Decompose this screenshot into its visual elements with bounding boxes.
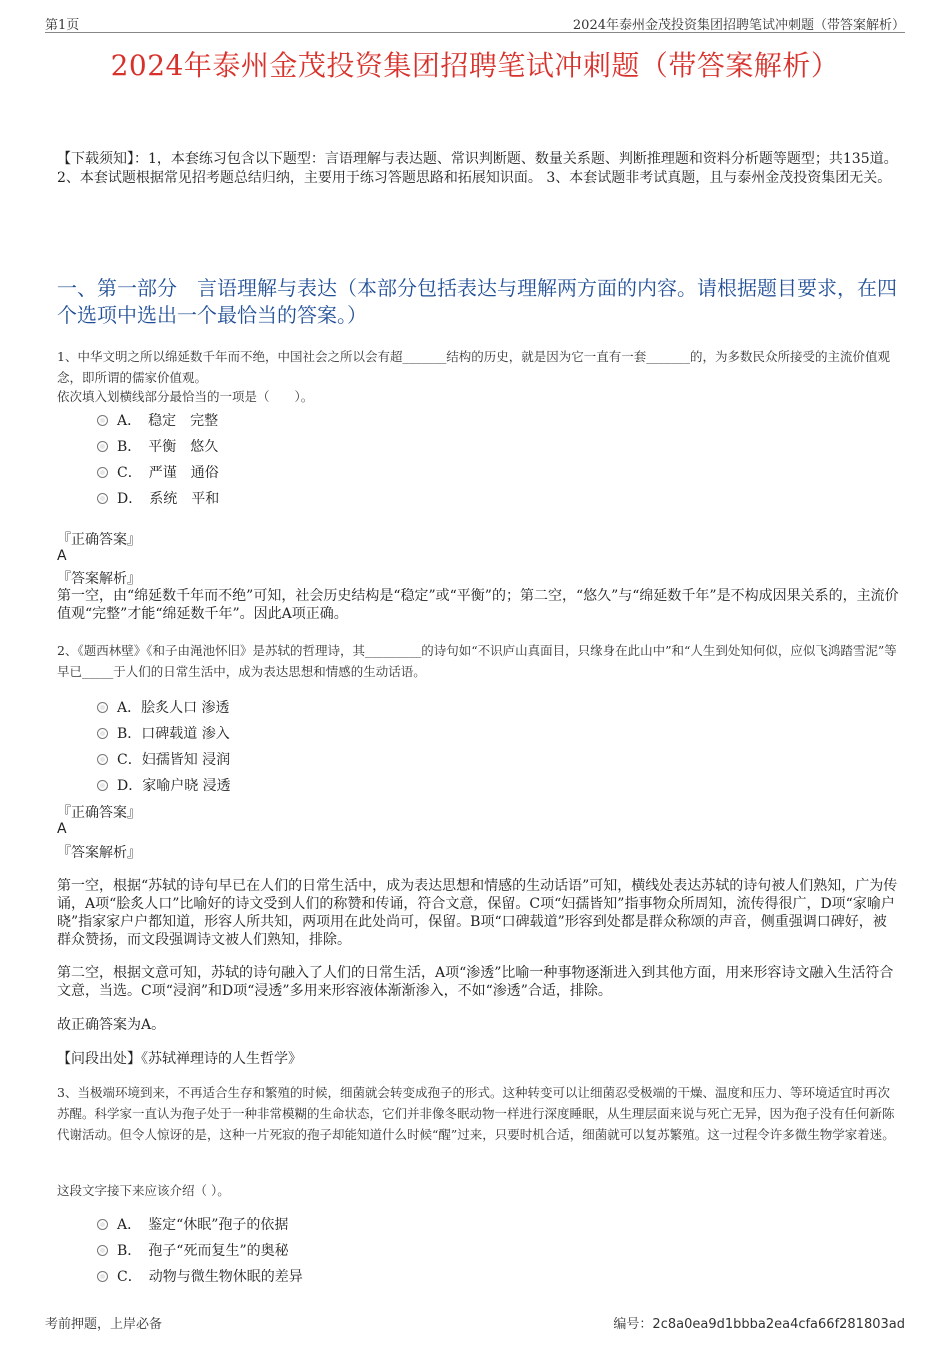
download-notice: 【下载须知】：1，本套练习包含以下题型：言语理解与表达题、常识判断题、数量关系题、判断推理题和资料分析题等题型；共135道。 2、本套试题根据常见招考题总结归纳，主要用于练习答题思路和拓展知识面。 3、本套试题非考试真题，且与泰州金茂投资集团无关。 [57, 151, 898, 186]
q2-analysis-label: 『答案解析』 [57, 845, 141, 861]
q1-answer: A [57, 548, 67, 564]
q2-analysis-paragraph-2: 第二空，根据文意可知，苏轼的诗句融入了人们的日常生活，A项“渗透”比喻一种事物逐渐进入到其他方面，用来形容诗文融入生活符合文意，当选。C项“浸润”和D项“浸透”多用来形容液体渐渐渗入，不如“渗透”合适，排除。 [57, 965, 894, 999]
question-2-text: 2、《题西林壁》《和子由渑池怀旧》是苏轼的哲理诗，其_________的诗句如“不识庐山真面目，只缘身在此山中”和“人生到处知何似，应似飞鸿踏雪泥”等早已_____于人们的日常生活中，成为表达思想和情感的生动话语。 [57, 643, 897, 679]
question-1-prompt: 依次填入划横线部分最恰当的一项是（ ）。 [57, 389, 314, 404]
radio-button-icon[interactable] [97, 754, 108, 765]
document-title: 2024年泰州金茂投资集团招聘笔试冲刺题（带答案解析） [110, 49, 840, 82]
q2-conclusion: 故正确答案为A。 [57, 1017, 166, 1033]
radio-button-icon[interactable] [97, 780, 108, 791]
q2-source: 【问段出处】《苏轼禅理诗的人生哲学》 [57, 1051, 302, 1067]
radio-button-icon[interactable] [97, 493, 108, 504]
footer-slogan: 考前押题，上岸必备 [45, 1317, 163, 1332]
question-3-prompt: 这段文字接下来应该介绍（ ）。 [57, 1183, 230, 1198]
header-divider [45, 32, 905, 33]
radio-button-icon[interactable] [97, 1219, 108, 1230]
radio-button-icon[interactable] [97, 441, 108, 452]
running-header-title: 2024年泰州金茂投资集团招聘笔试冲刺题（带答案解析） [572, 18, 905, 33]
q1-option-d[interactable]: D． 系统 平和 [97, 488, 219, 508]
question-1-text: 1、中华文明之所以绵延数千年而不绝，中国社会之所以会有超_______结构的历史，就是因为它一直有一套_______的，为多数民众所接受的主流价值观念，即所谓的儒家价值观。 [57, 349, 890, 385]
q2-answer: A [57, 821, 67, 837]
page-number: 第1页 [45, 18, 80, 33]
q3-option-c[interactable]: C． 动物与微生物休眠的差异 [97, 1266, 303, 1286]
footer-code [613, 1313, 905, 1332]
q1-analysis-label: 『答案解析』 [57, 571, 141, 587]
radio-button-icon[interactable] [97, 415, 108, 426]
radio-button-icon[interactable] [97, 702, 108, 713]
q1-option-b[interactable]: B． 平衡 悠久 [97, 436, 218, 456]
radio-button-icon[interactable] [97, 1245, 108, 1256]
q2-option-c[interactable]: C．妇孺皆知 浸润 [97, 749, 230, 769]
q1-option-a[interactable]: A． 稳定 完整 [97, 410, 218, 430]
q3-option-b[interactable]: B． 孢子“死而复生”的奥秘 [97, 1240, 289, 1260]
section-heading: 一、第一部分 言语理解与表达（本部分包括表达与理解两方面的内容。请根据题目要求，在四个选项中选出一个最恰当的答案。） [57, 276, 897, 327]
q1-analysis: 第一空，由“绵延数千年而不绝”可知，社会历史结构是“稳定”或“平衡”的；第二空，“悠久”与“绵延数千年”是不构成因果关系的，主流价值观“完整”才能“绵延数千年”。因此A项正确。 [57, 588, 899, 622]
q2-option-d[interactable]: D．家喻户晓 浸透 [97, 775, 231, 795]
q2-analysis-paragraph-1: 第一空，根据“苏轼的诗句早已在人们的日常生活中，成为表达思想和情感的生动话语”可知，横线处表达苏轼的诗句被人们熟知，广为传诵，A项“脍炙人口”比喻好的诗文受到人们的称赞和传诵，符合文意，保留。C项“妇孺皆知”指事物众所周知，流传得很广，D项“家喻户晓”指家家户户都知道，形容人所共知，两项用在此处尚可，保留。B项“口碑载道”形容到处都是群众称颂的声音，侧重强调口碑好，被群众赞扬，而文段强调诗文被人们熟知，排除。 [57, 878, 898, 948]
radio-button-icon[interactable] [97, 1271, 108, 1282]
q3-option-a[interactable]: A． 鉴定“休眠”孢子的依据 [97, 1214, 288, 1234]
footer-code-label: 编号： [613, 1317, 653, 1332]
question-3-text: 3、当极端环境到来，不再适合生存和繁殖的时候，细菌就会转变成孢子的形式。这种转变可以让细菌忍受极端的干燥、温度和压力、等环境适宜时再次苏醒。科学家一直认为孢子处于一种非常模糊的生命状态，它们并非像冬眠动物一样进行深度睡眠，从生理层面来说与死亡无异，因为孢子没有任何新陈代谢活动。但令人惊讶的是，这种一片死寂的孢子却能知道什么时候“醒”过来，只要时机合适，细菌就可以复苏繁殖。这一过程令许多微生物学家着迷。 [57, 1085, 895, 1142]
q2-option-b[interactable]: B．口碑载道 渗入 [97, 723, 230, 743]
q2-option-a[interactable]: A．脍炙人口 渗透 [97, 697, 230, 717]
q2-answer-label: 『正确答案』 [57, 805, 141, 821]
radio-button-icon[interactable] [97, 467, 108, 478]
q1-answer-label: 『正确答案』 [57, 532, 141, 548]
q1-option-c[interactable]: C． 严谨 通俗 [97, 462, 219, 482]
radio-button-icon[interactable] [97, 728, 108, 739]
footer-code-value: 2c8a0ea9d1bbba2ea4cfa66f281803ad [652, 1317, 905, 1332]
